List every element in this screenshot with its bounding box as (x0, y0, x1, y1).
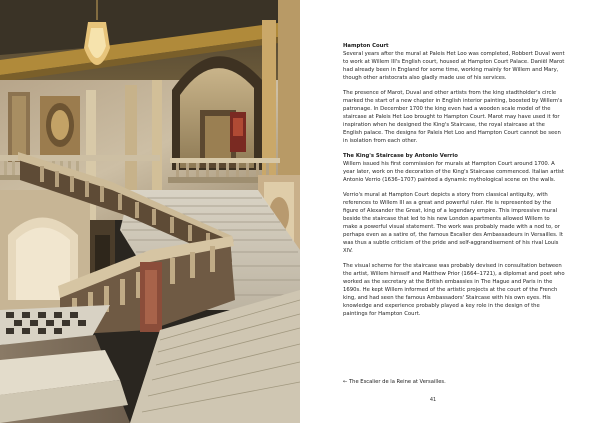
section-heading-hampton-court: Hampton Court (343, 43, 389, 49)
paragraph: The presence of Marot, Duval and other artists from the king stadtholder's circle marked the start of a new chapter in English interior painting, boosted by Willem's patronage. In December 1700 the king even had a wooden scale model of the staircase at Paleis Het Loo brought to Hampton Court. Marot may have used it for inspiration when he designed the King's Staircase, the royal staircase at the English palace. The designs for Paleis Het Loo and Hampton Court cannot be seen in isolation from each other. (343, 90, 563, 144)
page-number: 41 (429, 397, 437, 403)
text-column (343, 42, 565, 325)
paragraph: Several years after the mural at Paleis Het Loo was completed, Robbert Duval went to work at Willem III's English court, housed at Hampton Court Palace. Daniël Marot had already been in England for some time, working mainly for Willem and Mary, though other aristocrats also gladly made use of his services. (343, 51, 565, 81)
section-heading-kings-staircase: The King's Staircase by Antonio Verrio (343, 153, 458, 159)
paragraph: Verrio's mural at Hampton Court depicts a story from classical antiquity, with references to Willem III as a great and powerful ruler. He is represented by the figure of Alexander the Great, king of a legendary empire. This impressive mural beside the staircase that led to his new London apartments allowed Willem to make a powerful visual statement. The work was probably made with a nod to, or perhaps even as a satire of, the famous Escalier des Ambassadeurs in Versailles. It was thus a subtle criticism of the pride and self-aggrandisement of his rival Louis XIV. (343, 192, 563, 254)
text-page (300, 0, 600, 423)
paragraph: The visual scheme for the staircase was probably devised in consultation between the artist, Willem himself and Matthew Prior (1664–1721), a diplomat and poet who worked as the secretary at the British embassies in The Hague and Paris in the 1690s. He kept Willem informed of the artistic projects at the court of the French king, and had seen the famous Ambassadors' Staircase with his own eyes. His knowledge and experience probably played a key role in the design of the paintings for Hampton Court. (343, 263, 565, 317)
paragraph: Willem issued his first commission for murals at Hampton Court around 1700. A year later, work on the decoration of the King's Staircase commenced. Italian artist Antonio Verrio (1636–1707) painted a dynamic mythological scene on the walls. (343, 161, 565, 183)
photo-caption: ← The Escalier de la Reine at Versailles. (343, 379, 446, 385)
